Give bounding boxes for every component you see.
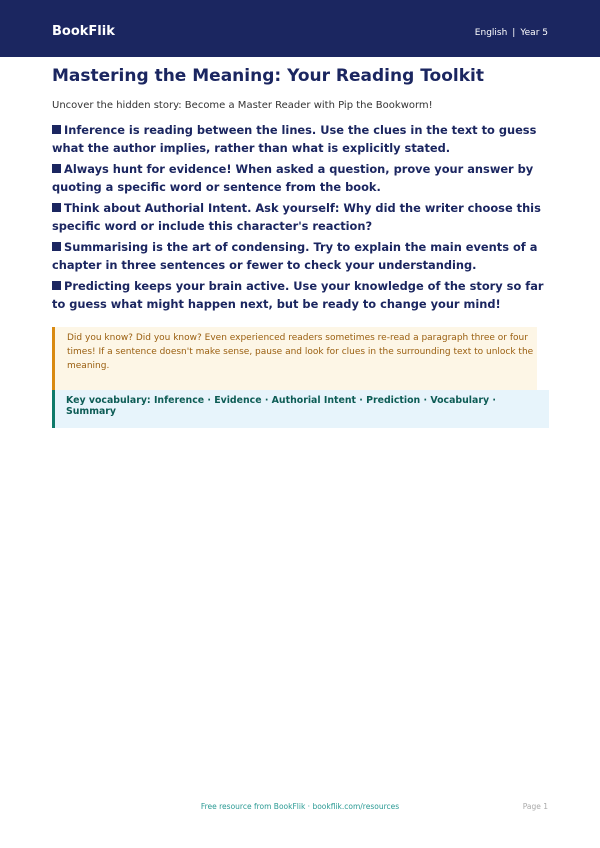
square-bullet-icon xyxy=(52,164,61,173)
square-bullet-icon xyxy=(52,125,61,134)
square-bullet-icon xyxy=(52,203,61,212)
list-item xyxy=(52,161,552,196)
list-item-text: Always hunt for evidence! When asked a question, prove your answer by quoting a specific word or sentence from the book. xyxy=(52,162,534,194)
intro-text: Uncover the hidden story: Become a Master Reader with Pip the Bookworm! xyxy=(52,100,433,111)
did-you-know-callout: Did you know? Did you know? Even experienced readers sometimes re-read a paragraph three or four times! If a sentence doesn't make sense, pause and look for clues in the surrounding text to unlock the meaning. xyxy=(52,327,537,393)
footer-resource-link[interactable]: Free resource from BookFlik · bookflik.com/resources xyxy=(200,802,400,811)
brand-logo[interactable]: BookFlik xyxy=(52,24,115,39)
subject-label: English xyxy=(474,28,508,38)
square-bullet-icon xyxy=(52,242,61,251)
list-item xyxy=(52,200,552,235)
year-label: Year 5 xyxy=(520,28,548,38)
page-header xyxy=(0,0,600,57)
list-item-text: Summarising is the art of condensing. Try to explain the main events of a chapter in three sentences or fewer to check your understanding. xyxy=(52,240,538,272)
square-bullet-icon xyxy=(52,281,61,290)
header-meta xyxy=(475,28,548,38)
page-title: Mastering the Meaning: Your Reading Toolkit xyxy=(52,66,484,86)
list-item xyxy=(52,122,552,157)
page-number: Page 1 xyxy=(522,802,548,811)
list-item-text: Think about Authorial Intent. Ask yourself: Why did the writer choose this specific word or include this character's reaction? xyxy=(52,201,541,233)
list-item-text: Inference is reading between the lines. Use the clues in the text to guess what the author implies, rather than what is explicitly stated. xyxy=(52,123,537,155)
list-item xyxy=(52,239,552,274)
key-points-list xyxy=(52,122,552,317)
meta-separator: | xyxy=(512,28,516,38)
list-item xyxy=(52,278,552,313)
list-item-text: Predicting keeps your brain active. Use your knowledge of the story so far to guess what might happen next, but be ready to change your mind! xyxy=(52,279,544,311)
key-vocabulary-box: Key vocabulary: Inference · Evidence · Authorial Intent · Prediction · Vocabulary · Summary xyxy=(52,390,549,428)
